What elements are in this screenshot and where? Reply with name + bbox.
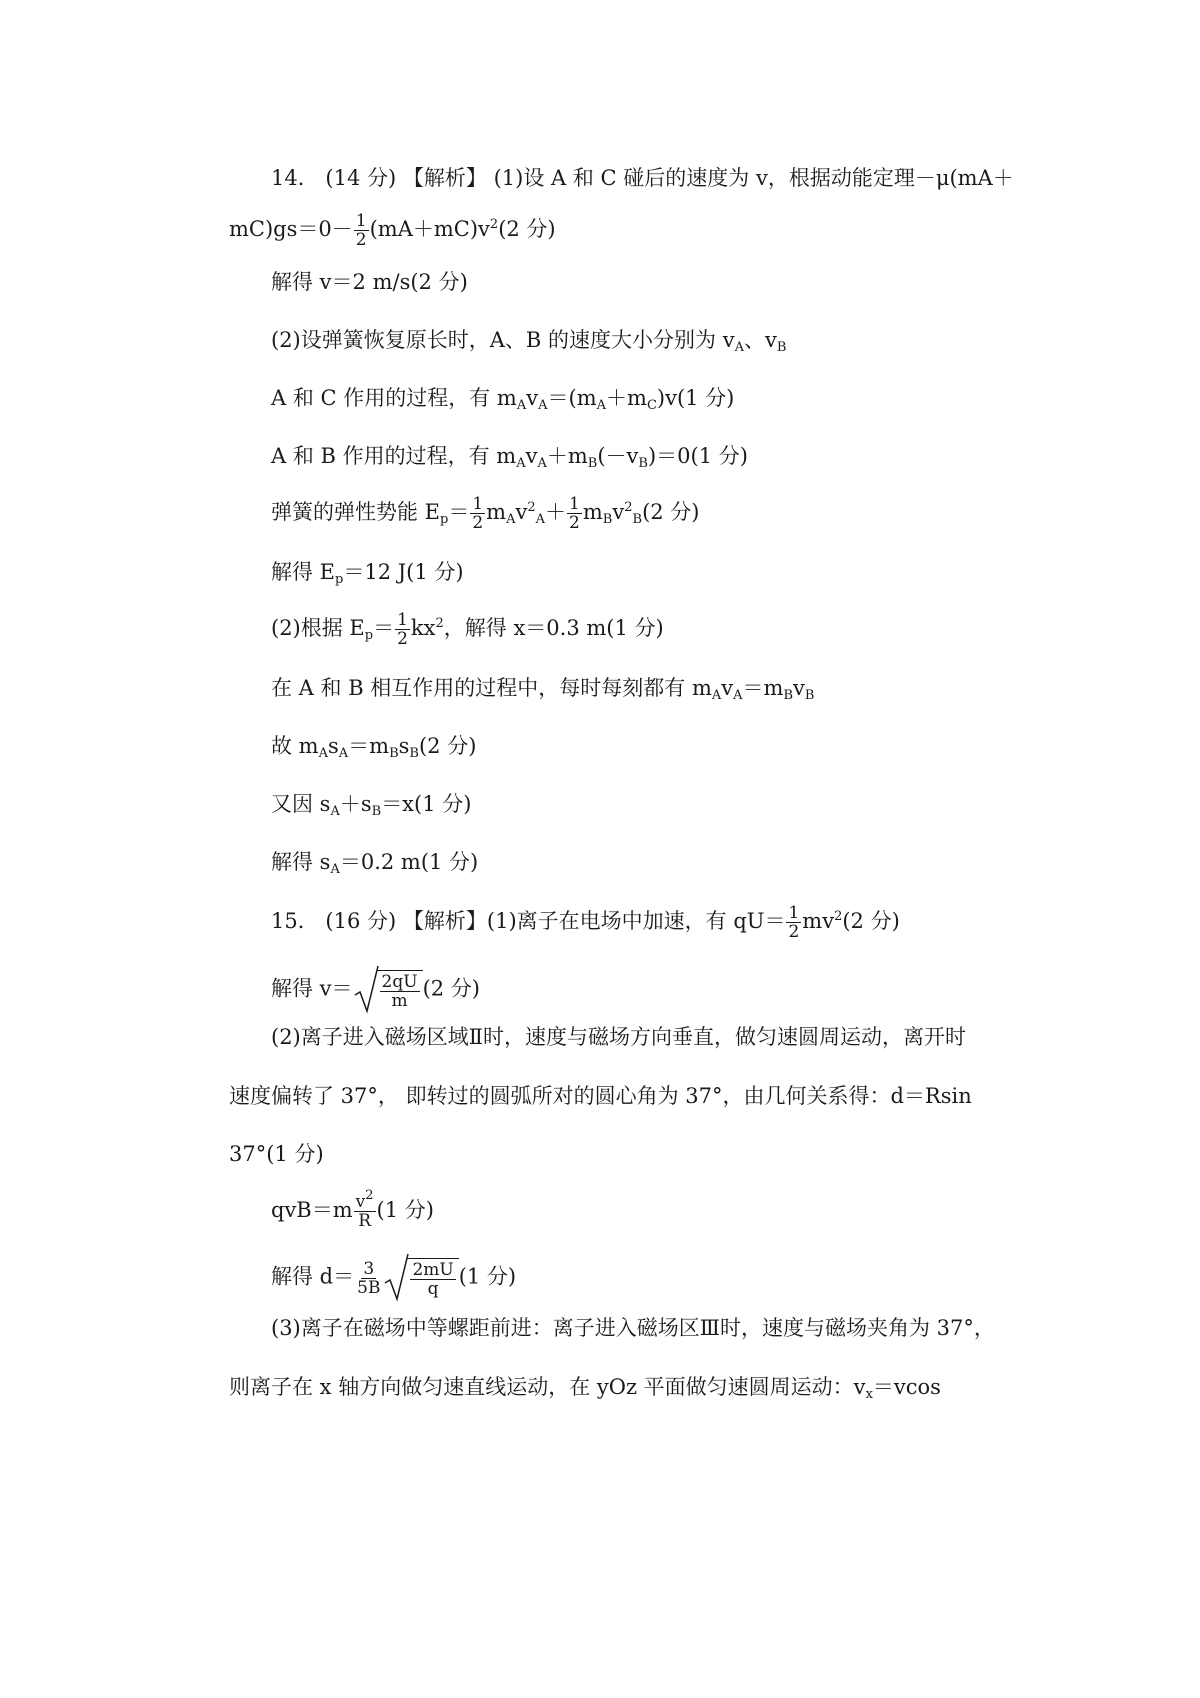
q14-momentum-ab: A 和 B 作用的过程，有 $m_Av_A+m_B(-v_B)=0(1$ 分) [271, 444, 748, 471]
q14-formula-1: mC)gs＝0－ $\frac{1}{2}$ $(mA+mC)v^2(2$ 分) [229, 211, 556, 250]
q15-tag: 【解析】 [402, 909, 487, 933]
fraction: $\frac{2qU}{m}$ [381, 972, 418, 1011]
q15-result-v: 解得 v＝ $\frac{2qU}{m}$ (2 分) [271, 965, 480, 1015]
q14-displacement-sum: 又因 $s_A+s_B=x(1$ 分) [271, 792, 472, 819]
q15-part2-line2: 速度偏转了 37°， 即转过的圆弧所对的圆心角为 37°，由几何关系得：d＝Rsin [229, 1084, 972, 1108]
q15-score: (16 分) [325, 909, 397, 933]
fraction: $\frac{v^2}{R}$ [355, 1188, 374, 1231]
sqrt [353, 965, 423, 1015]
q14-each-moment: 在 A 和 B 相互作用的过程中，每时每刻都有 $m_Av_A=m_Bv_B$ [271, 676, 815, 703]
q14-result-sa: 解得 $s_A=0.2$ m(1 分) [271, 850, 479, 877]
q14-spring: (2)根据 $E_p=$ $\frac{1}{2}$ $kx^2$，解得 x＝0.3 m(1 分) [271, 610, 664, 649]
q15-lorentz: qvB＝m $\frac{v^2}{R}$ (1 分) [271, 1188, 434, 1231]
sqrt [383, 1253, 458, 1303]
fraction: $\frac{2mU}{q}$ [412, 1260, 454, 1299]
q14-score: (14 分) [325, 166, 397, 190]
q15-header: 15． (16 分) 【解析】(1)离子在电场中加速，有 qU＝ $\frac{1}{2}$ $mv^2(2$ 分) [271, 903, 900, 942]
q14-result-ep: 解得 $E_p=12$ J(1 分) [271, 560, 464, 587]
q14-momentum-ac: A 和 C 作用的过程，有 $m_Av_A=(m_A+m_C)v(1$ 分) [271, 386, 735, 413]
fraction: $\frac{1}{2}$ [355, 211, 367, 250]
q15-part2-line1: (2)离子进入磁场区域Ⅱ时，速度与磁场方向垂直，做匀速圆周运动，离开时 [271, 1025, 967, 1049]
fraction: $\frac{1}{2}$ [397, 610, 408, 649]
q14-tag: 【解析】 [402, 166, 487, 190]
q14-intro: (1)设 A 和 C 碰后的速度为 v，根据动能定理－μ(mA＋ [493, 166, 1014, 190]
fraction: $\frac{1}{2}$ [788, 903, 800, 942]
fraction: $\frac{1}{2}$ [472, 494, 484, 533]
q14-displacement-ratio: 故 $m_As_A=m_Bs_B(2$ 分) [271, 734, 477, 761]
q14-part2-intro: (2)设弹簧恢复原长时，A、B 的速度大小分别为 $v_A$、$v_B$ [271, 328, 787, 355]
q15-num: 15． [271, 909, 319, 933]
q14-elastic-energy: 弹簧的弹性势能 $E_p=$ $\frac{1}{2}$ $m_Av^2_A+$ $\frac{1}{2}$ $m_Bv^2_B(2$ 分) [271, 494, 700, 533]
q14-result-v: 解得 v＝2 m/s(2 分) [271, 270, 468, 294]
q15-part3-line1: (3)离子在磁场中等螺距前进：离子进入磁场区Ⅲ时，速度与磁场夹角为 37°， [271, 1316, 995, 1340]
fraction: $\frac{3}{5B}$ [357, 1258, 381, 1298]
q15-result-d: 解得 d＝ $\frac{3}{5B}$ $\frac{2mU}{q}$ (1 分) [271, 1253, 516, 1303]
q15-part3-line2: 则离子在 x 轴方向做匀速直线运动，在 yOz 平面做匀速圆周运动：$v_x=vcos$ [229, 1375, 941, 1402]
q14-num: 14． [271, 166, 319, 190]
q15-part2-line3: 37°(1 分) [229, 1142, 324, 1166]
q14-header [271, 163, 1014, 193]
fraction: $\frac{1}{2}$ [569, 494, 580, 533]
